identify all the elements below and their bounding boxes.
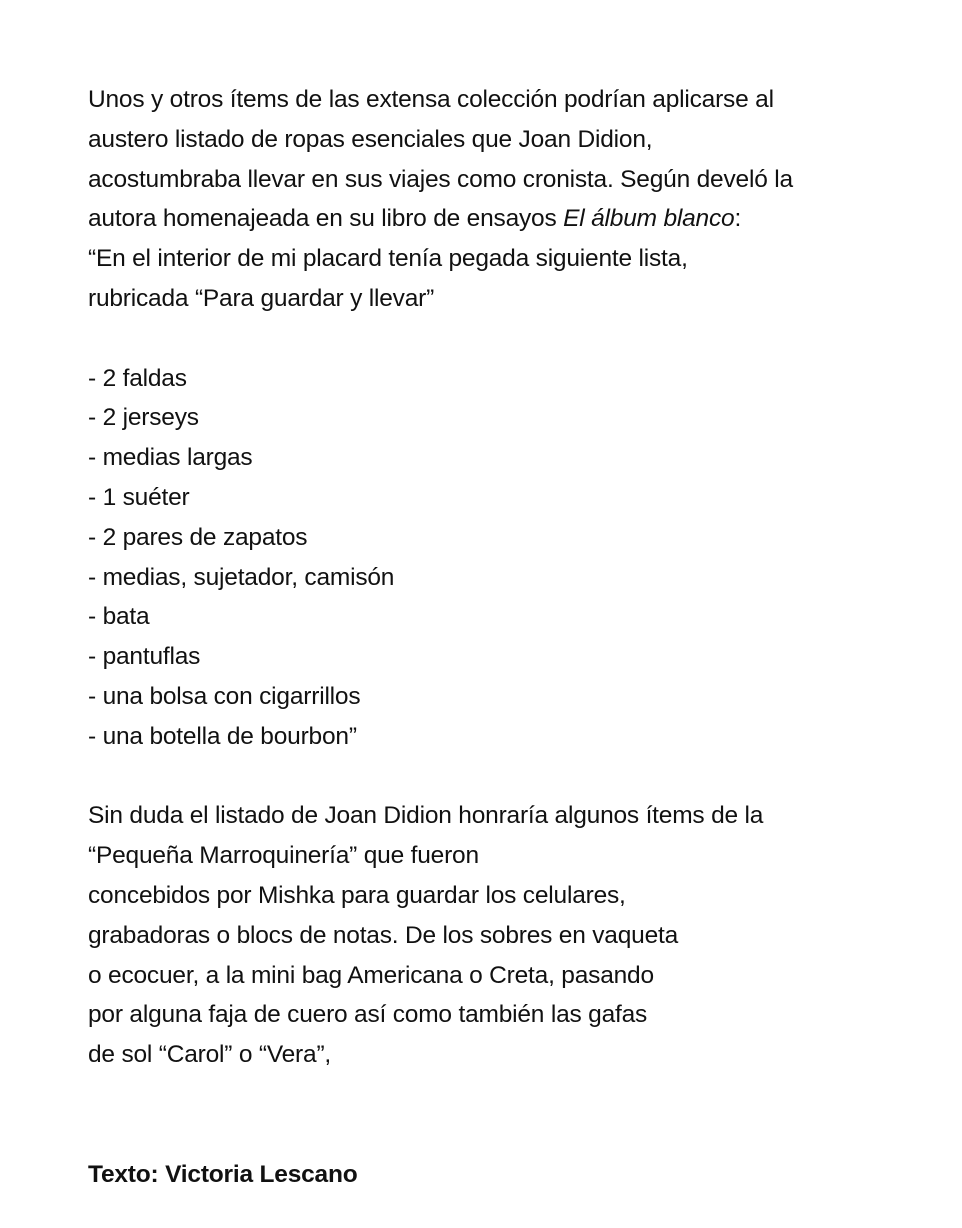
outro-line: concebidos por Mishka para guardar los celulares, [88,881,626,909]
list-item: - pantuflas [88,643,201,671]
intro-line-colon: : [734,205,742,233]
outro-line: o ecocuer, a la mini bag Americana o Creta, pasando [88,961,654,989]
list-item: - 2 jerseys [88,404,199,432]
article-body [88,80,948,1194]
list-item: - una botella de bourbon” [88,722,357,750]
paragraph-gap [88,1075,948,1155]
intro-paragraph [88,80,948,319]
intro-line: “En el interior de mi placard tenía pegada siguiente lista, [88,245,688,273]
paragraph-gap [88,757,948,797]
outro-paragraph [88,796,948,1075]
outro-line: grabadoras o blocs de notas. De los sobres en vaqueta [88,921,679,949]
intro-line-text: autora homenajeada en su libro de ensayos [88,205,564,233]
intro-line: rubricada “Para guardar y llevar” [88,284,435,312]
outro-line: por alguna faja de cuero así como también las gafas [88,1001,648,1029]
intro-line [88,199,948,239]
list-item: - 2 faldas [88,364,187,392]
list-item: - medias, sujetador, camisón [88,563,395,591]
packing-list [88,359,948,757]
list-item: - medias largas [88,444,253,472]
outro-line: “Pequeña Marroquinería” que fueron [88,842,479,870]
intro-line: austero listado de ropas esenciales que Joan Didion, [88,125,653,153]
author-credit: Texto: Victoria Lescano [88,1160,358,1188]
intro-line: acostumbraba llevar en sus viajes como cronista. Según develó la [88,165,793,193]
book-title: El álbum blanco [563,205,735,233]
list-item: - una bolsa con cigarrillos [88,682,361,710]
paragraph-gap [88,319,948,359]
outro-line: Sin duda el listado de Joan Didion honraría algunos ítems de la [88,802,764,830]
list-item: - 1 suéter [88,483,190,511]
outro-line: de sol “Carol” o “Vera”, [88,1041,332,1069]
intro-line: Unos y otros ítems de las extensa colección podrían aplicarse al [88,86,774,113]
list-item: - bata [88,603,150,631]
list-item: - 2 pares de zapatos [88,523,308,551]
